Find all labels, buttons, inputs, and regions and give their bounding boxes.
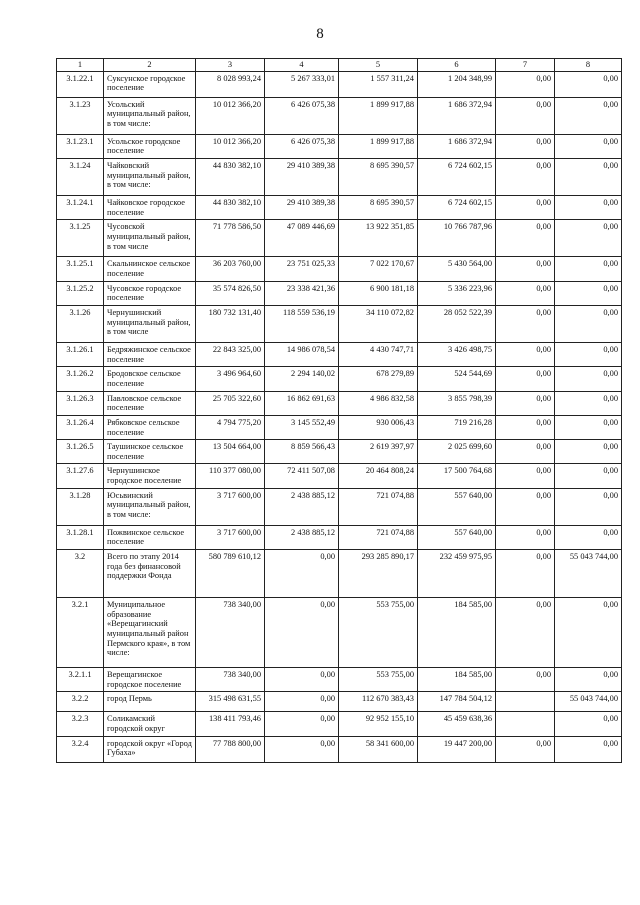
row-number-cell: 3.1.25 [57, 220, 104, 257]
table-header-row [57, 59, 622, 72]
value-cell: 35 574 826,50 [196, 281, 265, 305]
row-number-cell: 3.1.22.1 [57, 71, 104, 97]
value-cell: 0,00 [496, 525, 555, 549]
header-cell: 6 [418, 59, 496, 72]
value-cell: 147 784 504,12 [418, 692, 496, 712]
value-cell: 45 459 638,36 [418, 712, 496, 736]
value-cell: 0,00 [496, 598, 555, 668]
value-cell: 25 705 322,60 [196, 391, 265, 415]
value-cell: 92 952 155,10 [339, 712, 418, 736]
value-cell: 5 267 333,01 [265, 71, 339, 97]
value-cell: 1 899 917,88 [339, 134, 418, 158]
value-cell: 719 216,28 [418, 415, 496, 439]
value-cell: 0,00 [496, 158, 555, 195]
table-row [57, 367, 622, 391]
value-cell: 738 340,00 [196, 668, 265, 692]
table-row [57, 195, 622, 219]
row-name-cell: Чусовской муниципальный район, в том числе [104, 220, 196, 257]
value-cell: 4 430 747,71 [339, 342, 418, 366]
table-row [57, 550, 622, 598]
value-cell: 0,00 [555, 598, 622, 668]
value-cell: 0,00 [555, 257, 622, 281]
value-cell: 553 755,00 [339, 598, 418, 668]
value-cell: 0,00 [265, 692, 339, 712]
value-cell: 3 717 600,00 [196, 488, 265, 525]
value-cell [496, 692, 555, 712]
value-cell: 580 789 610,12 [196, 550, 265, 598]
value-cell: 0,00 [555, 97, 622, 134]
header-cell: 1 [57, 59, 104, 72]
table-row [57, 97, 622, 134]
value-cell: 2 438 885,12 [265, 525, 339, 549]
row-name-cell: город Пермь [104, 692, 196, 712]
table-row [57, 342, 622, 366]
row-name-cell: Муниципальное образование «Верещагинский муниципальный район Пермского края», в том числе: [104, 598, 196, 668]
value-cell: 721 074,88 [339, 488, 418, 525]
value-cell: 3 496 964,60 [196, 367, 265, 391]
value-cell [496, 712, 555, 736]
row-name-cell: Рябковское сельское поселение [104, 415, 196, 439]
value-cell: 13 504 664,00 [196, 440, 265, 464]
value-cell: 180 732 131,40 [196, 305, 265, 342]
row-number-cell: 3.2.1 [57, 598, 104, 668]
value-cell: 29 410 389,38 [265, 195, 339, 219]
header-cell: 4 [265, 59, 339, 72]
row-name-cell: Усольское городское поселение [104, 134, 196, 158]
value-cell: 10 766 787,96 [418, 220, 496, 257]
row-number-cell: 3.2.3 [57, 712, 104, 736]
row-number-cell: 3.1.28.1 [57, 525, 104, 549]
value-cell: 23 338 421,36 [265, 281, 339, 305]
header-cell: 5 [339, 59, 418, 72]
value-cell: 2 438 885,12 [265, 488, 339, 525]
row-number-cell: 3.1.26.1 [57, 342, 104, 366]
value-cell: 0,00 [555, 440, 622, 464]
value-cell: 17 500 764,68 [418, 464, 496, 488]
value-cell: 1 899 917,88 [339, 97, 418, 134]
row-name-cell: Пожвинское сельское поселение [104, 525, 196, 549]
value-cell: 16 862 691,63 [265, 391, 339, 415]
value-cell: 930 006,43 [339, 415, 418, 439]
value-cell: 0,00 [265, 668, 339, 692]
value-cell: 557 640,00 [418, 488, 496, 525]
value-cell: 2 025 699,60 [418, 440, 496, 464]
value-cell: 0,00 [496, 342, 555, 366]
value-cell: 71 778 586,50 [196, 220, 265, 257]
value-cell: 19 447 200,00 [418, 736, 496, 762]
table-row [57, 415, 622, 439]
header-cell: 3 [196, 59, 265, 72]
row-name-cell: Усольский муниципальный район, в том числе: [104, 97, 196, 134]
row-number-cell: 3.1.26.2 [57, 367, 104, 391]
value-cell: 678 279,89 [339, 367, 418, 391]
data-table [56, 58, 622, 763]
value-cell: 72 411 507,08 [265, 464, 339, 488]
table-row [57, 464, 622, 488]
row-name-cell: городской округ «Город Губаха» [104, 736, 196, 762]
value-cell: 77 788 800,00 [196, 736, 265, 762]
value-cell: 0,00 [555, 464, 622, 488]
value-cell: 0,00 [496, 257, 555, 281]
row-number-cell: 3.2 [57, 550, 104, 598]
value-cell: 1 204 348,99 [418, 71, 496, 97]
row-number-cell: 3.1.28 [57, 488, 104, 525]
value-cell: 6 426 075,38 [265, 97, 339, 134]
row-name-cell: Чайковский муниципальный район, в том числе: [104, 158, 196, 195]
header-cell: 2 [104, 59, 196, 72]
value-cell: 8 859 566,43 [265, 440, 339, 464]
value-cell: 315 498 631,55 [196, 692, 265, 712]
table-row [57, 525, 622, 549]
value-cell: 0,00 [496, 305, 555, 342]
value-cell: 58 341 600,00 [339, 736, 418, 762]
row-name-cell: Скальнинское сельское поселение [104, 257, 196, 281]
value-cell: 0,00 [496, 367, 555, 391]
value-cell: 10 012 366,20 [196, 134, 265, 158]
value-cell: 0,00 [496, 415, 555, 439]
value-cell: 20 464 808,24 [339, 464, 418, 488]
value-cell: 557 640,00 [418, 525, 496, 549]
value-cell: 0,00 [555, 488, 622, 525]
value-cell: 13 922 351,85 [339, 220, 418, 257]
row-number-cell: 3.2.1.1 [57, 668, 104, 692]
value-cell: 6 426 075,38 [265, 134, 339, 158]
row-name-cell: Таушинское сельское поселение [104, 440, 196, 464]
value-cell: 232 459 975,95 [418, 550, 496, 598]
value-cell: 3 717 600,00 [196, 525, 265, 549]
table-row [57, 71, 622, 97]
value-cell: 44 830 382,10 [196, 158, 265, 195]
row-number-cell: 3.1.23 [57, 97, 104, 134]
row-name-cell: Суксунское городское поселение [104, 71, 196, 97]
value-cell: 0,00 [496, 281, 555, 305]
value-cell: 0,00 [555, 736, 622, 762]
value-cell: 0,00 [555, 71, 622, 97]
value-cell: 4 986 832,58 [339, 391, 418, 415]
row-number-cell: 3.1.27.6 [57, 464, 104, 488]
value-cell: 524 544,69 [418, 367, 496, 391]
value-cell: 0,00 [555, 305, 622, 342]
value-cell: 3 855 798,39 [418, 391, 496, 415]
value-cell: 23 751 025,33 [265, 257, 339, 281]
table-row [57, 668, 622, 692]
value-cell: 0,00 [496, 195, 555, 219]
table-row [57, 736, 622, 762]
row-name-cell: Юсьвинский муниципальный район, в том числе: [104, 488, 196, 525]
value-cell: 0,00 [555, 134, 622, 158]
value-cell: 738 340,00 [196, 598, 265, 668]
value-cell: 0,00 [555, 415, 622, 439]
value-cell: 47 089 446,69 [265, 220, 339, 257]
table-row [57, 440, 622, 464]
header-cell: 7 [496, 59, 555, 72]
value-cell: 0,00 [496, 71, 555, 97]
value-cell: 0,00 [555, 525, 622, 549]
value-cell: 0,00 [265, 550, 339, 598]
row-number-cell: 3.1.26 [57, 305, 104, 342]
row-number-cell: 3.1.24.1 [57, 195, 104, 219]
row-name-cell: Чернушинский муниципальный район, в том числе [104, 305, 196, 342]
value-cell: 0,00 [555, 668, 622, 692]
value-cell: 0,00 [555, 220, 622, 257]
value-cell: 8 028 993,24 [196, 71, 265, 97]
value-cell: 0,00 [555, 195, 622, 219]
page-number: 8 [316, 26, 324, 42]
table-row [57, 598, 622, 668]
value-cell: 28 052 522,39 [418, 305, 496, 342]
row-number-cell: 3.1.26.3 [57, 391, 104, 415]
value-cell: 0,00 [265, 598, 339, 668]
row-name-cell: Бродовское сельское поселение [104, 367, 196, 391]
value-cell: 0,00 [555, 391, 622, 415]
value-cell: 6 724 602,15 [418, 158, 496, 195]
value-cell: 3 426 498,75 [418, 342, 496, 366]
value-cell: 29 410 389,38 [265, 158, 339, 195]
value-cell: 0,00 [496, 134, 555, 158]
table-row [57, 158, 622, 195]
value-cell: 0,00 [555, 367, 622, 391]
table-row [57, 220, 622, 257]
table-row [57, 257, 622, 281]
table-row [57, 712, 622, 736]
row-name-cell: Павловское сельское поселение [104, 391, 196, 415]
value-cell: 184 585,00 [418, 598, 496, 668]
value-cell: 0,00 [496, 736, 555, 762]
value-cell: 55 043 744,00 [555, 550, 622, 598]
value-cell: 0,00 [496, 668, 555, 692]
value-cell: 7 022 170,67 [339, 257, 418, 281]
value-cell: 1 686 372,94 [418, 97, 496, 134]
value-cell: 1 557 311,24 [339, 71, 418, 97]
value-cell: 138 411 793,46 [196, 712, 265, 736]
row-number-cell: 3.1.25.1 [57, 257, 104, 281]
value-cell: 0,00 [496, 97, 555, 134]
value-cell: 44 830 382,10 [196, 195, 265, 219]
header-cell: 8 [555, 59, 622, 72]
table-row [57, 134, 622, 158]
value-cell: 0,00 [496, 220, 555, 257]
row-name-cell: Чернушинское городское поселение [104, 464, 196, 488]
row-name-cell: Соликамский городской округ [104, 712, 196, 736]
value-cell: 10 012 366,20 [196, 97, 265, 134]
value-cell: 0,00 [496, 550, 555, 598]
value-cell: 110 377 080,00 [196, 464, 265, 488]
row-name-cell: Верещагинское городское поселение [104, 668, 196, 692]
row-number-cell: 3.1.23.1 [57, 134, 104, 158]
value-cell: 8 695 390,57 [339, 195, 418, 219]
value-cell: 0,00 [496, 464, 555, 488]
row-number-cell: 3.2.2 [57, 692, 104, 712]
value-cell: 2 619 397,97 [339, 440, 418, 464]
row-name-cell: Чайковское городское поселение [104, 195, 196, 219]
row-number-cell: 3.1.25.2 [57, 281, 104, 305]
table-row [57, 305, 622, 342]
value-cell: 3 145 552,49 [265, 415, 339, 439]
value-cell: 0,00 [265, 712, 339, 736]
table-row [57, 488, 622, 525]
row-name-cell: Всего по этапу 2014 года без финансовой поддержки Фонда [104, 550, 196, 598]
value-cell: 112 670 383,43 [339, 692, 418, 712]
value-cell: 0,00 [555, 342, 622, 366]
value-cell: 2 294 140,02 [265, 367, 339, 391]
value-cell: 55 043 744,00 [555, 692, 622, 712]
value-cell: 0,00 [496, 440, 555, 464]
value-cell: 0,00 [555, 281, 622, 305]
value-cell: 553 755,00 [339, 668, 418, 692]
table-row [57, 692, 622, 712]
value-cell: 8 695 390,57 [339, 158, 418, 195]
value-cell: 0,00 [555, 158, 622, 195]
value-cell: 293 285 890,17 [339, 550, 418, 598]
value-cell: 14 986 078,54 [265, 342, 339, 366]
value-cell: 5 430 564,00 [418, 257, 496, 281]
value-cell: 1 686 372,94 [418, 134, 496, 158]
value-cell: 0,00 [265, 736, 339, 762]
row-number-cell: 3.1.26.5 [57, 440, 104, 464]
table-row [57, 281, 622, 305]
value-cell: 5 336 223,96 [418, 281, 496, 305]
value-cell: 118 559 536,19 [265, 305, 339, 342]
value-cell: 4 794 775,20 [196, 415, 265, 439]
row-name-cell: Бедряжинское сельское поселение [104, 342, 196, 366]
row-number-cell: 3.1.24 [57, 158, 104, 195]
value-cell: 0,00 [496, 391, 555, 415]
value-cell: 34 110 072,82 [339, 305, 418, 342]
value-cell: 0,00 [496, 488, 555, 525]
table-row [57, 391, 622, 415]
value-cell: 184 585,00 [418, 668, 496, 692]
row-number-cell: 3.1.26.4 [57, 415, 104, 439]
row-name-cell: Чусовское городское поселение [104, 281, 196, 305]
value-cell: 6 900 181,18 [339, 281, 418, 305]
value-cell: 721 074,88 [339, 525, 418, 549]
row-number-cell: 3.2.4 [57, 736, 104, 762]
value-cell: 22 843 325,00 [196, 342, 265, 366]
value-cell: 36 203 760,00 [196, 257, 265, 281]
value-cell: 6 724 602,15 [418, 195, 496, 219]
value-cell: 0,00 [555, 712, 622, 736]
